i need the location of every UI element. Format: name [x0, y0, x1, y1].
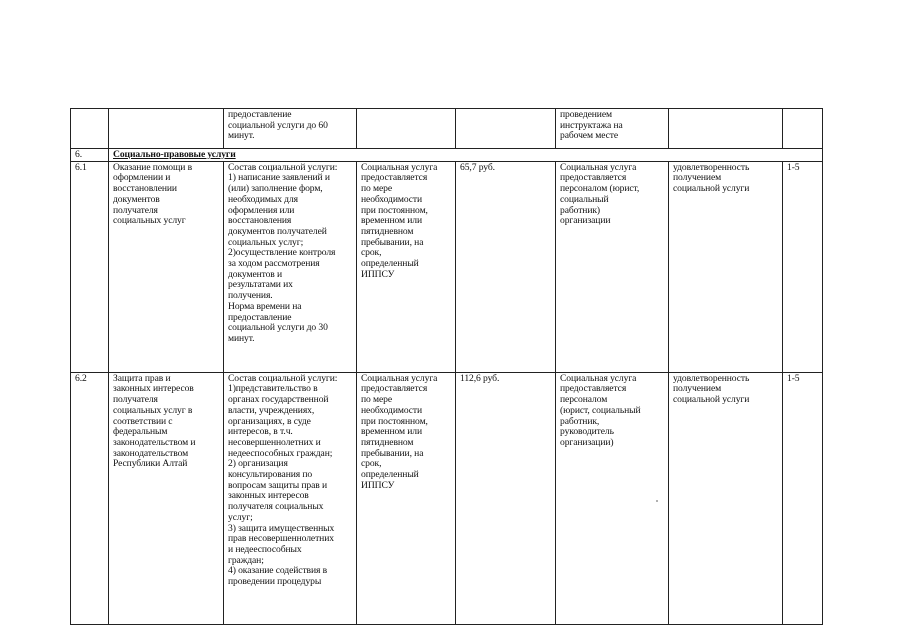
cell-number: 6.2 [71, 372, 109, 624]
scan-speck [656, 500, 658, 502]
cell-conditions [357, 109, 456, 149]
cell-indicator: удовлетворенность получением социальной услуги [669, 161, 783, 372]
cell-rating: 1-5 [783, 161, 823, 372]
cell-composition: Состав социальной услуги: 1)представительство в органах государственной власти, учреждениях, организациях, в суде интересов, в т.ч. несовершеннолетних и недееспособных граждан; 2) организация консультирования по вопросам защиты прав и законных интересов получателя социальных услуг; 3) защита имущественных прав несовершеннолетних и недееспособных граждан; 4) оказание содействия в проведении процедуры [224, 372, 357, 624]
cell-provider: проведением инструктажа на рабочем месте [556, 109, 669, 149]
table-row [71, 372, 823, 624]
cell-name [109, 109, 224, 149]
table-row [71, 161, 823, 372]
section-row [71, 149, 823, 162]
cell-name: Оказание помощи в оформлении и восстановлении документов получателя социальных услуг [109, 161, 224, 372]
cell-composition: предоставление социальной услуги до 60 минут. [224, 109, 357, 149]
cell-provider: Социальная услуга предоставляется персоналом (юрист, социальный работник, руководитель организации) [556, 372, 669, 624]
cell-composition: Состав социальной услуги: 1) написание заявлений и (или) заполнение форм, необходимых для оформления или восстановления документов получателей социальных услуг; 2)осуществление контроля за ходом рассмотрения документов и результатами их получения. Норма времени на предоставление социальной услуги до 30 минут. [224, 161, 357, 372]
cell-price: 112,6 руб. [456, 372, 556, 624]
cell-rating [783, 109, 823, 149]
table-row-continuation [71, 109, 823, 149]
services-table [70, 108, 823, 625]
cell-price: 65,7 руб. [456, 161, 556, 372]
cell-indicator [669, 109, 783, 149]
section-title: Социально-правовые услуги [109, 149, 823, 162]
cell-number: 6.1 [71, 161, 109, 372]
cell-number [71, 109, 109, 149]
section-number: 6. [71, 149, 109, 162]
cell-indicator: удовлетворенность получением социальной услуги [669, 372, 783, 624]
cell-rating: 1-5 [783, 372, 823, 624]
cell-conditions: Социальная услуга предоставляется по мере необходимости при постоянном, временном или пятидневном пребывании, на срок, определенный ИППСУ [357, 372, 456, 624]
cell-provider: Социальная услуга предоставляется персоналом (юрист, социальный работник) организации [556, 161, 669, 372]
cell-price [456, 109, 556, 149]
cell-name: Защита прав и законных интересов получателя социальных услуг в соответствии с федеральным законодательством и законодательством Республики Алтай [109, 372, 224, 624]
cell-conditions: Социальная услуга предоставляется по мере необходимости при постоянном, временном или пятидневном пребывании, на срок, определенный ИППСУ [357, 161, 456, 372]
